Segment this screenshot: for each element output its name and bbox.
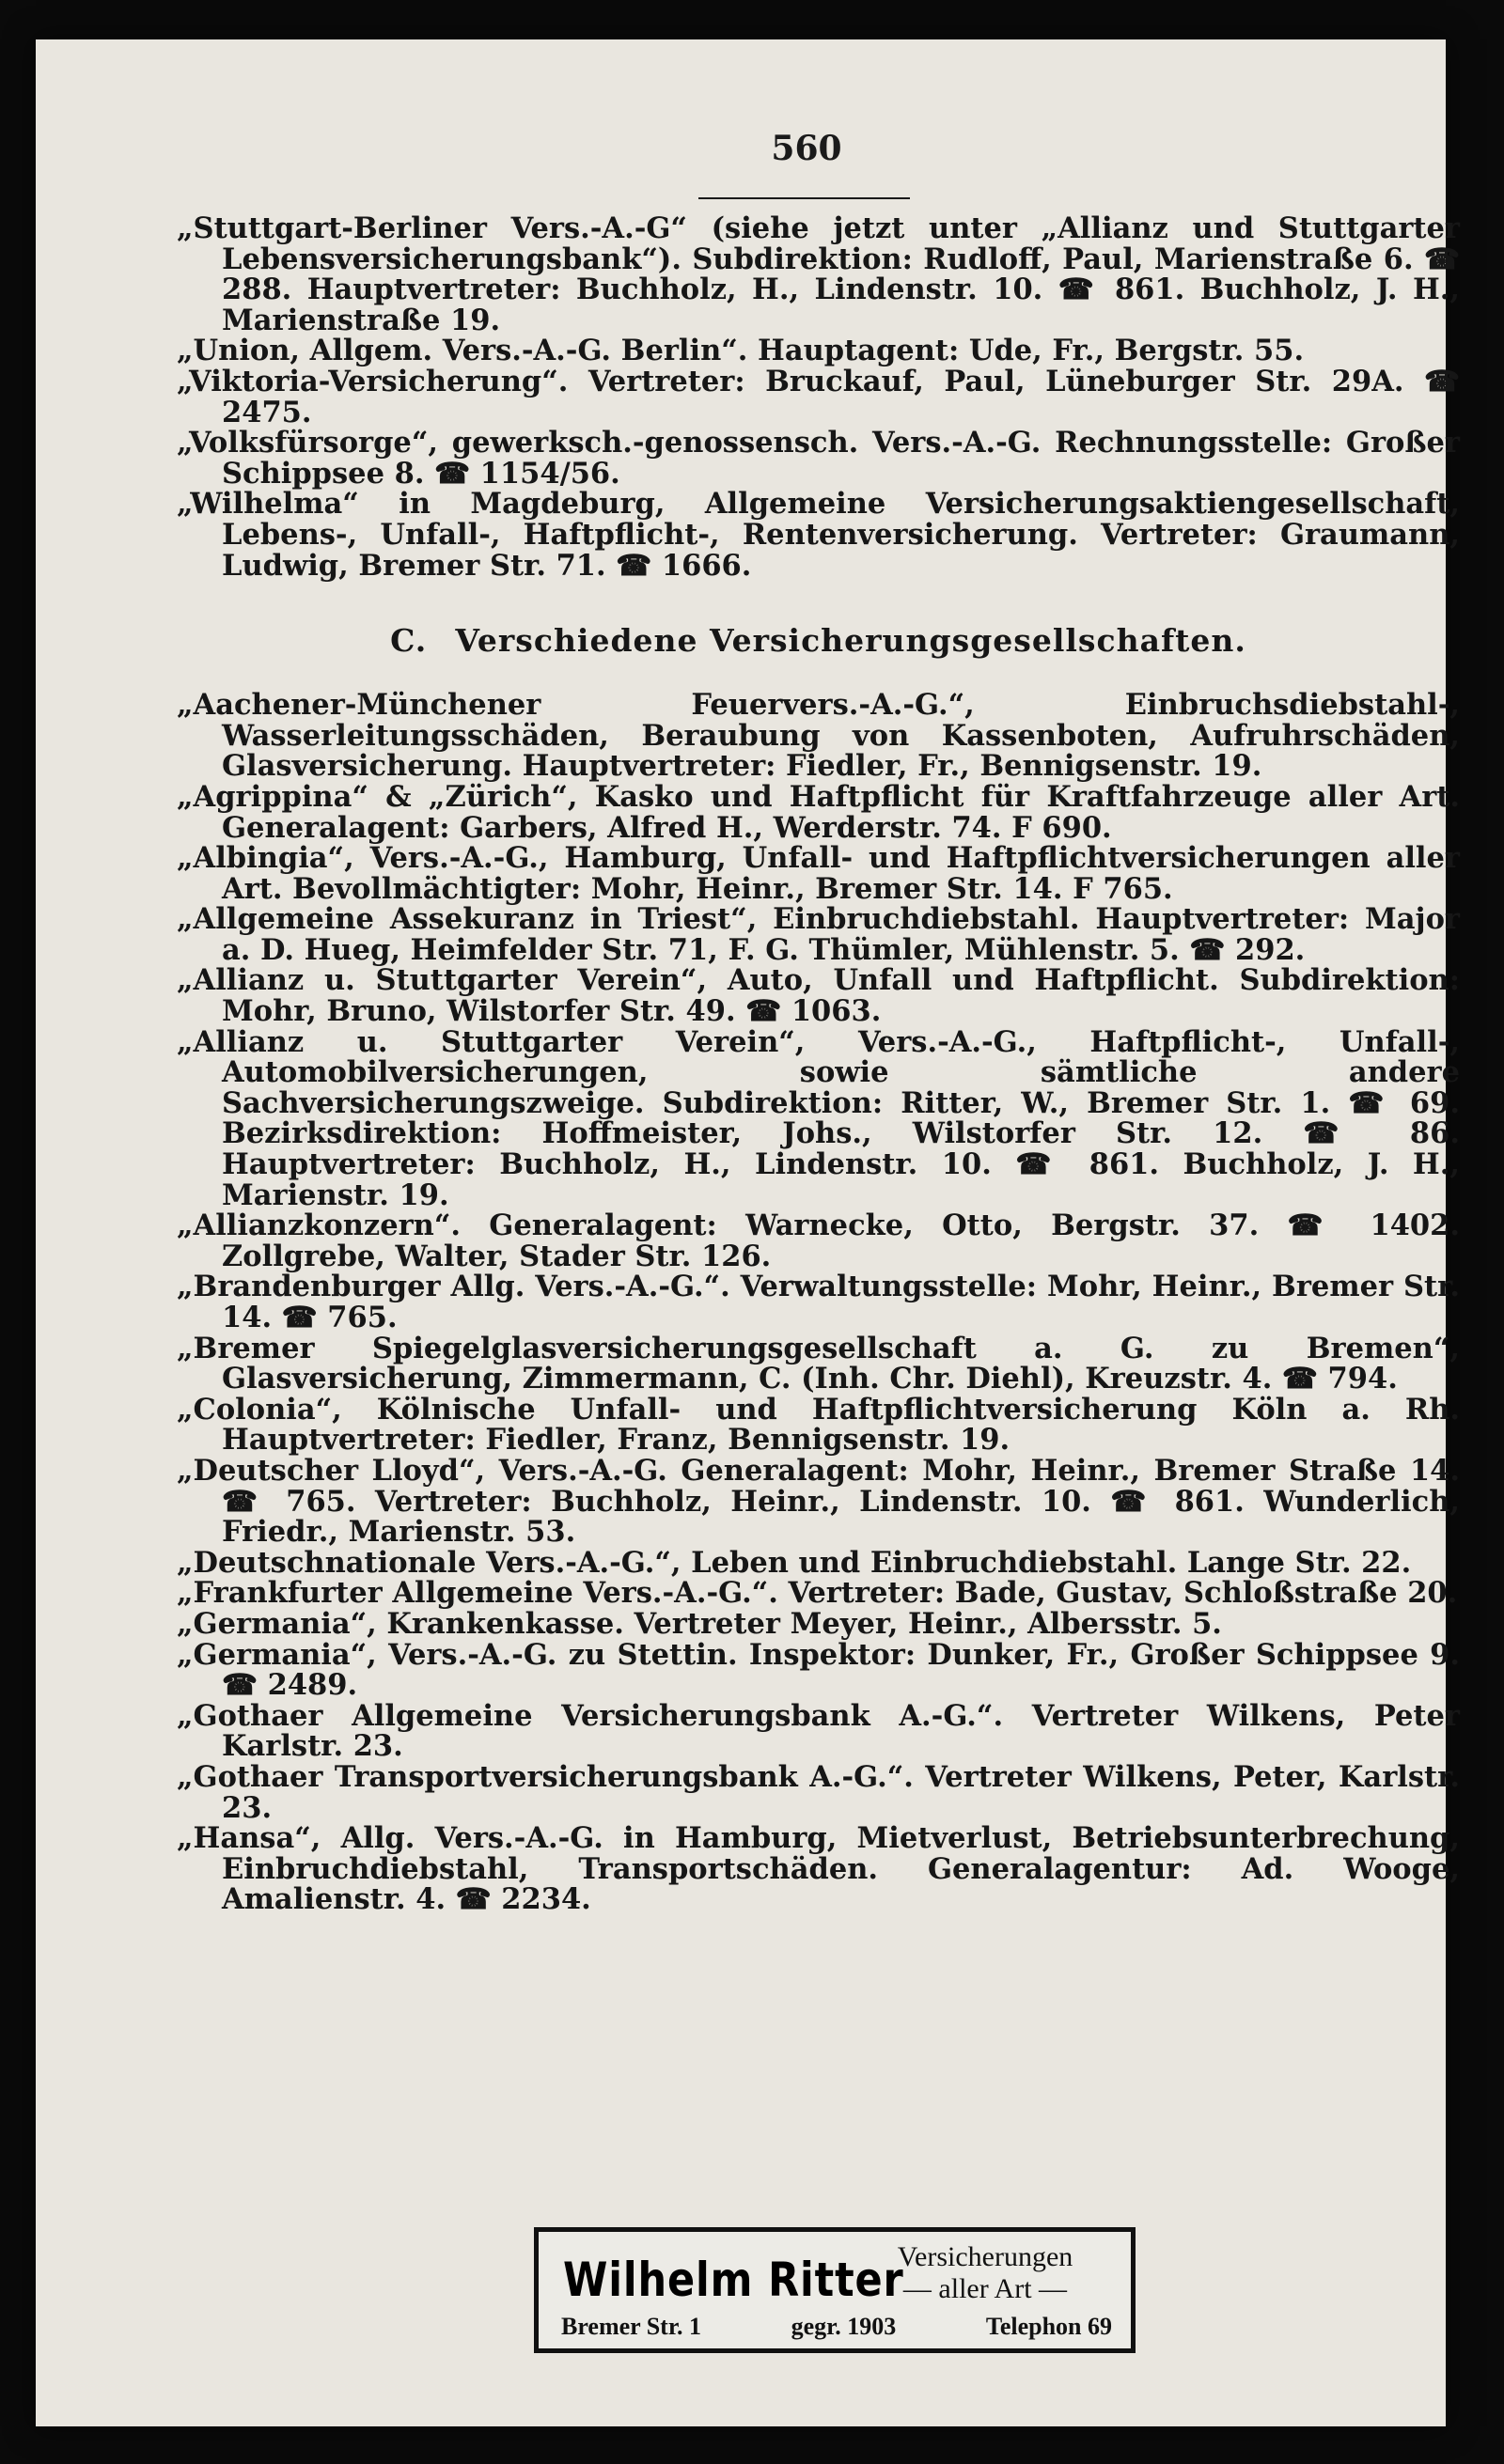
entry-allianzkonzern: „Allianzkonzern“. Generalagent: Warnecke, Otto, Bergstr. 37. ☎ 1402. Zollgrebe, Walter, Stader Str. 126. [177,1209,1460,1273]
entry-volksfuersorge: „Volksfürsorge“, gewerksch.-genossensch. Vers.-A.-G. Rechnungsstelle: Großer Schippsee 8. ☎ 1154/56. [177,426,1460,491]
entry-germania-stettin: „Germania“, Vers.-A.-G. zu Stettin. Inspektor: Dunker, Fr., Großer Schippsee 9. ☎ 2489. [177,1637,1460,1703]
section-letter: C. [390,622,428,660]
entry-aachener-muenchener: „Aachener-Münchener Feuervers.-A.-G.“, Einbruchsdiebstahl-, Wasserleitungsschäden, Beraubung von Kassenboten, Aufruhrschäden, Glasversicherung. Hauptvertreter: Fiedler, Fr., Bennigsenstr. 19. [177,688,1460,784]
entry-allgemeine-assekuranz: „Allgemeine Assekuranz in Triest“, Einbruchdiebstahl. Hauptvertreter: Major a. D. Hueg, Heimfelder Str. 71, F. G. Thümler, Mühlenstr. 5. ☎ 292. [177,902,1460,967]
entry-deutscher-lloyd: „Deutscher Lloyd“, Vers.-A.-G. Generalagent: Mohr, Heinr., Bremer Straße 14. ☎ 765. Vertreter: Buchholz, Heinr., Lindenstr. 10. ☎ 861. Wunderlich, Friedr., Marienstr. 53. [177,1453,1460,1550]
advertisement-founded: gegr. 1903 [791,2313,897,2340]
directory-text [177,213,1460,1915]
entry-albingia: „Albingia“, Vers.-A.-G., Hamburg, Unfall- und Haftpflichtversicherungen aller Art. Bevollmächtigter: Mohr, Heinr., Bremer Str. 14. F 765. [177,841,1460,906]
entry-gothaer-transport: „Gothaer Transportversicherungsbank A.-G.“. Vertreter Wilkens, Peter, Karlstr. 23. [177,1759,1460,1825]
page-number-rule [698,197,910,199]
advertisement-line-1: Versicherungen [897,2241,1073,2272]
entry-germania-kranken: „Germania“, Krankenkasse. Vertreter Meyer, Heinr., Albersstr. 5. [177,1606,1222,1641]
advertisement-line-2: — aller Art — [902,2273,1068,2304]
section-title: Verschiedene Versicherungsgesellschaften. [455,622,1246,660]
entry-frankfurter: „Frankfurter Allgemeine Vers.-A.-G.“. Vertreter: Bade, Gustav, Schloßstraße 20. [177,1576,1458,1611]
entry-stuttgart-berliner: „Stuttgart-Berliner Vers.-A.-G“ (siehe jetzt unter „Allianz und Stuttgarter Lebensversicherungsbank“). Subdirektion: Rudloff, Paul, Marienstraße 6. ☎ 288. Hauptvertreter: Buchholz, H., Lindenstr. 10. ☎ 861. Buchholz, J. H., Marienstraße 19. [177,211,1460,337]
entry-brandenburger: „Brandenburger Allg. Vers.-A.-G.“. Verwaltungsstelle: Mohr, Heinr., Bremer Str. 14. ☎ 765. [177,1270,1460,1334]
advertisement-footer [561,2313,1112,2341]
document-page [36,39,1460,2426]
page-number: 560 [771,129,842,168]
entry-colonia: „Colonia“, Kölnische Unfall- und Haftpflichtversicherung Köln a. Rh. Hauptvertreter: Fiedler, Franz, Bennigsenstr. 19. [177,1392,1460,1458]
entry-gothaer-allgemeine: „Gothaer Allgemeine Versicherungsbank A.-G.“. Vertreter Wilkens, Peter Karlstr. 23. [177,1698,1460,1764]
advertisement-address: Bremer Str. 1 [561,2313,701,2340]
entry-wilhelma: „Wilhelma“ in Magdeburg, Allgemeine Versicherungsaktiengesellschaft, Lebens-, Unfall-, Haftpflicht-, Rentenversicherung. Vertreter: Graumann, Ludwig, Bremer Str. 71. ☎ 1666. [177,487,1460,583]
entry-deutschnationale: „Deutschnationale Vers.-A.-G.“, Leben und Einbruchdiebstahl. Lange Str. 22. [177,1545,1412,1580]
entry-agrippina: „Agrippina“ & „Zürich“, Kasko und Haftpflicht für Kraftfahrzeuge aller Art. Generalagent: Garbers, Alfred H., Werderstr. 74. F 690. [177,779,1460,845]
entry-hansa: „Hansa“, Allg. Vers.-A.-G. in Hamburg, Mietverlust, Betriebsunterbrechung, Einbruchdiebstahl, Transportschäden. Generalagentur: Ad. Wooge, Amalienstr. 4. ☎ 2234. [177,1821,1460,1917]
entry-union: „Union, Allgem. Vers.-A.-G. Berlin“. Hauptagent: Ude, Fr., Bergstr. 55. [177,334,1305,368]
entry-allianz-auto: „Allianz u. Stuttgarter Verein“, Auto, Unfall und Haftpflicht. Subdirektion: Mohr, Bruno, Wilstorfer Str. 49. ☎ 1063. [177,963,1460,1029]
section-heading [177,622,1460,660]
entry-bremer-spiegelglas: „Bremer Spiegelglasversicherungsgesellschaft a. G. zu Bremen“, Glasversicherung, Zimmermann, C. (Inh. Chr. Diehl), Kreuzstr. 4. ☎ 794. [177,1331,1460,1396]
advertisement-phone: Telephon 69 [985,2313,1112,2340]
entry-viktoria: „Viktoria-Versicherung“. Vertreter: Bruckauf, Paul, Lüneburger Str. 29A. ☎ 2475. [177,364,1460,429]
advertisement-box [534,2227,1136,2353]
advertisement-name: Wilhelm Ritter [563,2253,904,2307]
entry-allianz-vers: „Allianz u. Stuttgarter Verein“, Vers.-A.-G., Haftpflicht-, Unfall-, Automobilversicherungen, sowie sämtliche andere Sachversicherungszweige. Subdirektion: Ritter, W., Bremer Str. 1. ☎ 69. Bezirksdirektion: Hoffmeister, Johs., Wilstorfer Str. 12. ☎ 86. Hauptvertreter: Buchholz, H., Lindenstr. 10. ☎ 861. Buchholz, J. H., Marienstr. 19. [177,1024,1460,1212]
